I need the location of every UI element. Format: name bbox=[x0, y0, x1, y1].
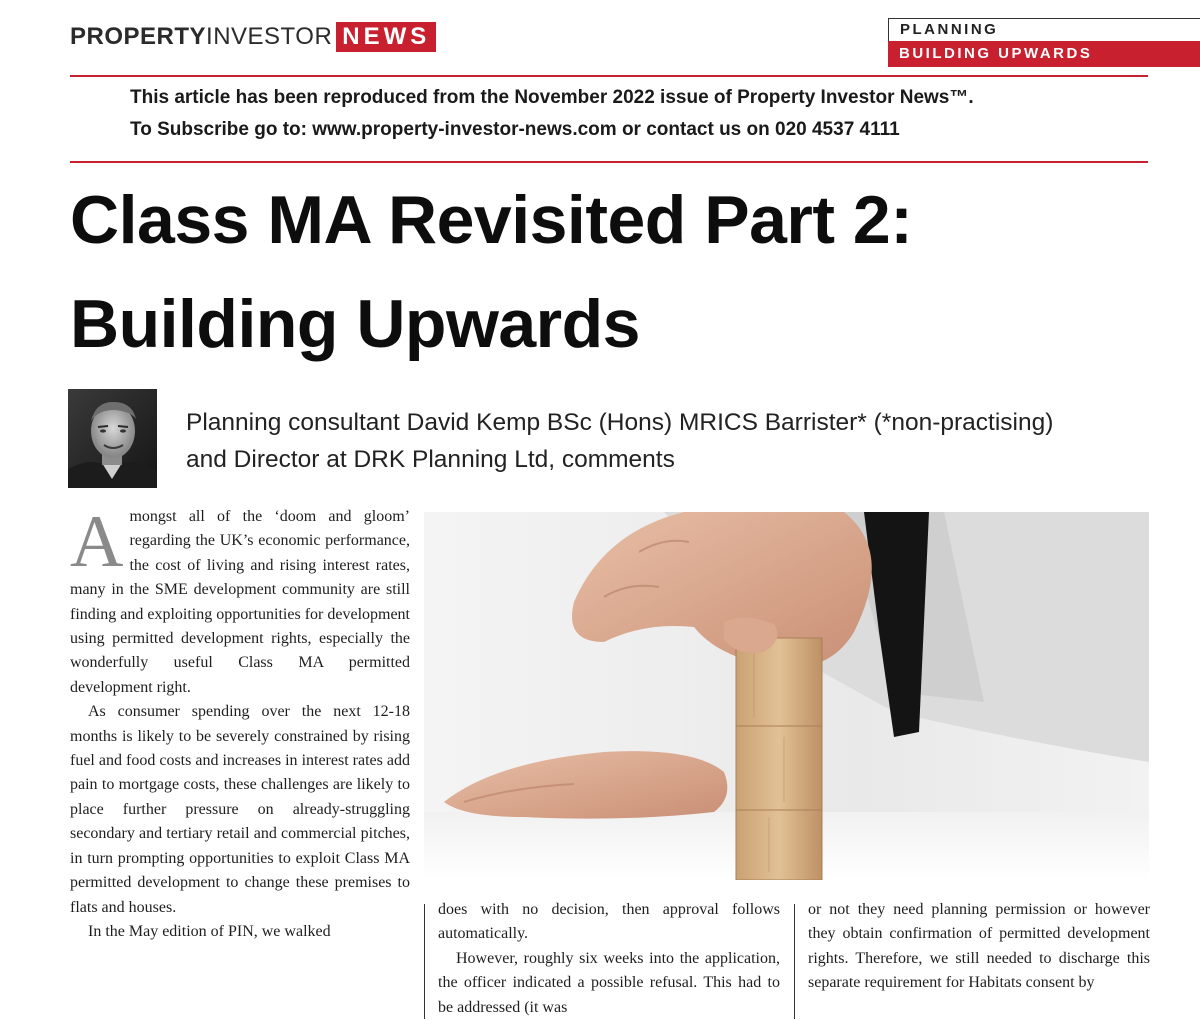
byline-line-1: Planning consultant David Kemp BSc (Hons) MRICS Barrister* (*non-practising) bbox=[186, 409, 1054, 436]
article-title-line-1: Class MA Revisited Part 2: bbox=[70, 182, 913, 258]
reproduction-notice: This article has been reproduced from the November 2022 issue of Property Investor News™. bbox=[130, 87, 974, 108]
hero-photo-stacking-blocks bbox=[424, 512, 1149, 880]
paragraph-intro bbox=[70, 501, 410, 700]
author-photo bbox=[68, 389, 157, 488]
publication-logo bbox=[70, 22, 436, 52]
article-column-2 bbox=[438, 898, 780, 1020]
subsection-label: BUILDING UPWARDS bbox=[888, 41, 1200, 67]
paragraph: In the May edition of PIN, we walked bbox=[88, 922, 331, 940]
column-divider bbox=[424, 904, 425, 1019]
section-label: PLANNING bbox=[888, 18, 1200, 41]
paragraph: does with no decision, then approval follows automatically. bbox=[438, 901, 780, 943]
article-title-line-2: Building Upwards bbox=[70, 286, 640, 362]
article-column-1 bbox=[70, 501, 410, 944]
paragraph: or not they need planning permission or however they obtain confirmation of permitted development rights. Therefore, we still needed to discharge this separate requirement for Habitats consent by bbox=[808, 901, 1150, 992]
paragraph: However, roughly six weeks into the application, the officer indicated a possible refusal. This had to be addressed (it was bbox=[438, 949, 780, 1016]
divider-rule-bottom bbox=[70, 161, 1148, 163]
logo-investor-text: INVESTOR bbox=[206, 23, 333, 50]
logo-wordmark bbox=[70, 22, 334, 52]
column-divider bbox=[794, 904, 795, 1019]
section-tag bbox=[888, 18, 1200, 67]
paragraph: As consumer spending over the next 12-18 months is likely to be severely constrained by rising fuel and food costs and increases in interest rates add pain to mortgage costs, these challenges are likely to place further pressure on already-struggling secondary and tertiary retail and commercial pitches, in turn prompting opportunities to exploit Class MA permitted development to change these premises to flats and houses. bbox=[70, 703, 410, 916]
byline-line-2: and Director at DRK Planning Ltd, comments bbox=[186, 446, 675, 473]
paragraph-intro-text: mongst all of the ‘doom and gloom’ regarding the UK’s economic performance, the cost of living and rising interest rates, many in the SME development community are still finding and exploiting opportunities for development using permitted development rights, especially the wonderfully useful Class MA permitted development right. bbox=[70, 508, 410, 696]
divider-rule-top bbox=[70, 75, 1148, 77]
article-title bbox=[70, 168, 912, 376]
logo-property-text: PROPERTY bbox=[70, 23, 207, 50]
article-column-3 bbox=[808, 898, 1150, 996]
author-byline bbox=[186, 404, 1166, 478]
subscribe-notice: To Subscribe go to: www.property-investor-news.com or contact us on 020 4537 4111 bbox=[130, 119, 900, 140]
drop-cap: A bbox=[70, 501, 124, 583]
logo-news-text: NEWS bbox=[336, 22, 436, 52]
